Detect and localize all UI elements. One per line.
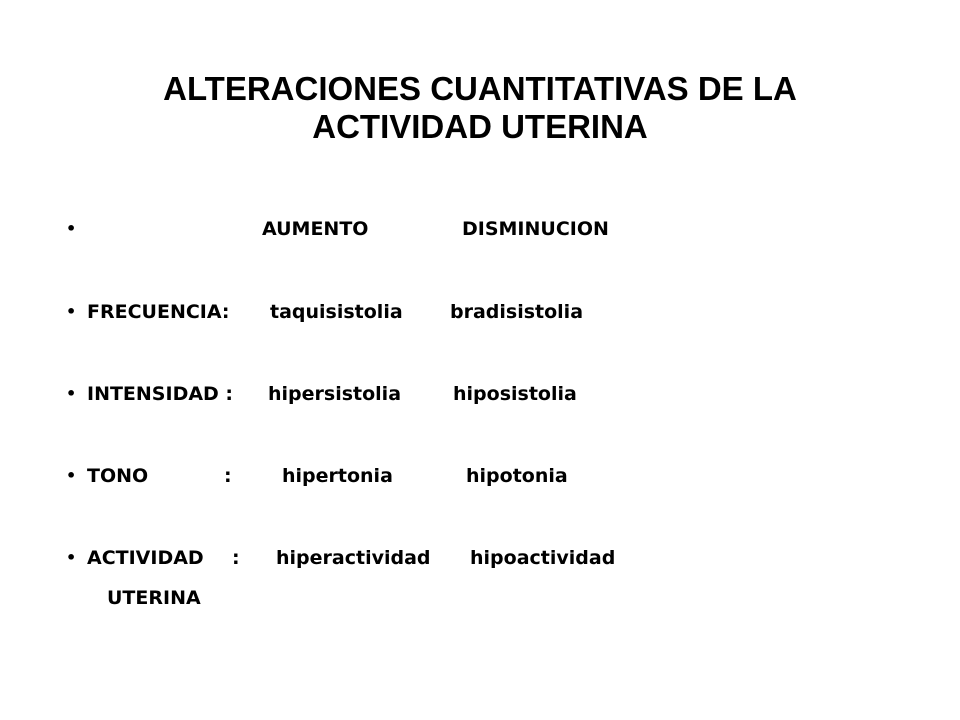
row-label-continuation: UTERINA bbox=[107, 587, 201, 609]
row-increase: hiperactividad bbox=[276, 547, 431, 569]
bullet-icon: • bbox=[66, 384, 77, 403]
slide-title-line-2: ACTIVIDAD UTERINA bbox=[312, 108, 648, 145]
bullet-icon: • bbox=[66, 548, 77, 567]
row-label: INTENSIDAD : bbox=[87, 383, 234, 405]
row-decrease: bradisistolia bbox=[450, 301, 584, 323]
bullet-icon: • bbox=[66, 219, 77, 238]
row-increase: hipersistolia bbox=[268, 383, 402, 405]
header-decrease: DISMINUCION bbox=[462, 218, 609, 240]
row-increase: hipertonia bbox=[282, 465, 393, 487]
row-decrease: hiposistolia bbox=[453, 383, 577, 405]
row-decrease: hipotonia bbox=[466, 465, 568, 487]
bullet-icon: • bbox=[66, 302, 77, 321]
row-decrease: hipoactividad bbox=[470, 547, 616, 569]
row-label: ACTIVIDAD bbox=[87, 547, 204, 569]
row-separator: : bbox=[232, 547, 240, 569]
row-label: FRECUENCIA: bbox=[87, 301, 230, 323]
bullet-icon: • bbox=[66, 466, 77, 485]
slide-title-line-1: ALTERACIONES CUANTITATIVAS DE LA bbox=[163, 70, 797, 107]
header-increase: AUMENTO bbox=[262, 218, 369, 240]
row-label: TONO bbox=[87, 465, 149, 487]
row-increase: taquisistolia bbox=[270, 301, 403, 323]
row-separator: : bbox=[224, 465, 232, 487]
